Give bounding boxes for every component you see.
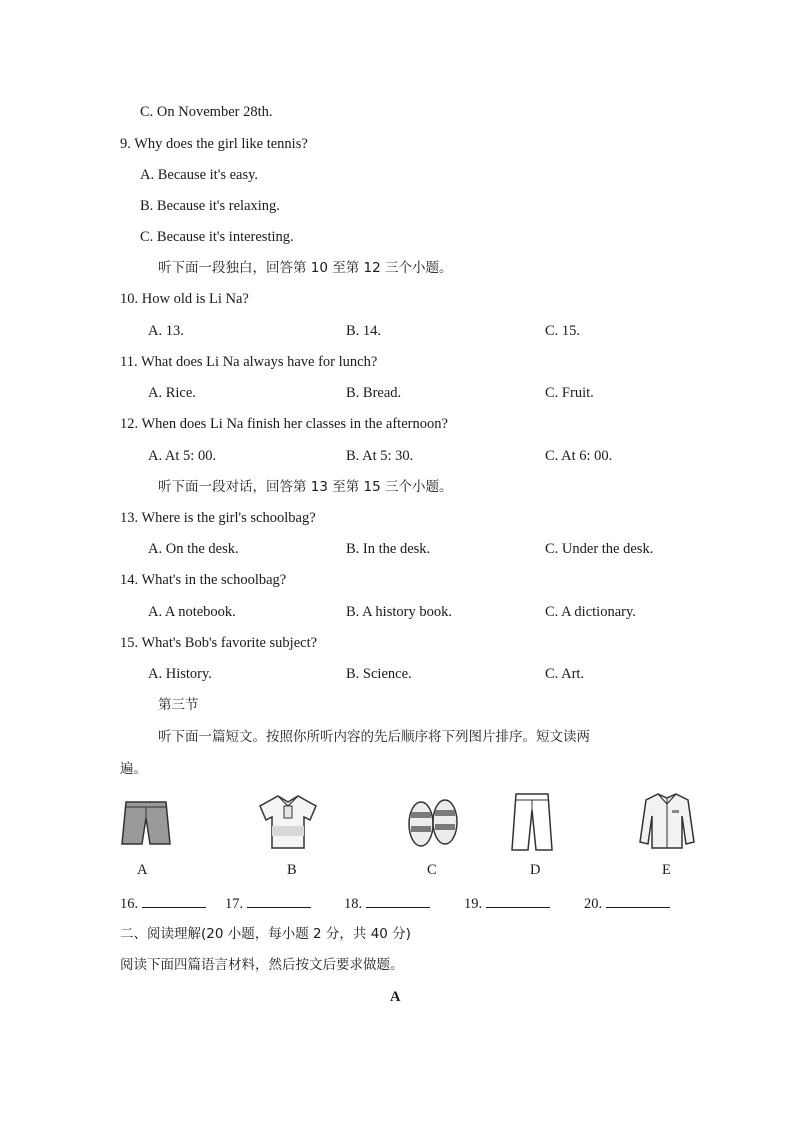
q10-option-c: C. 15. bbox=[545, 323, 581, 339]
picture-label-a: A bbox=[137, 862, 148, 878]
q10-option-a: A. 13. bbox=[148, 323, 184, 339]
answer-blank-19[interactable] bbox=[464, 894, 550, 913]
q11-question: 11. What does Li Na always have for lunch? bbox=[120, 354, 378, 370]
q8-option-c: C. On November 28th. bbox=[140, 104, 273, 120]
q12-question: 12. When does Li Na finish her classes in the afternoon? bbox=[120, 416, 448, 432]
instruction-10-12: 听下面一段独白，回答第 10 至第 12 三个小题。 bbox=[158, 260, 453, 276]
blank-line bbox=[486, 894, 550, 908]
q15-option-a: A. History. bbox=[148, 666, 212, 682]
jacket-icon bbox=[636, 790, 698, 852]
q9-option-a: A. Because it's easy. bbox=[140, 167, 259, 183]
q11-option-b: B. Bread. bbox=[346, 385, 402, 401]
blank-number: 17. bbox=[225, 896, 244, 912]
picture-label-c: C bbox=[427, 862, 437, 878]
part2-title: 二、阅读理解(20 小题，每小题 2 分，共 40 分) bbox=[120, 926, 411, 942]
q9-option-c: C. Because it's interesting. bbox=[140, 229, 294, 245]
answer-blank-16[interactable] bbox=[120, 894, 206, 913]
blank-line bbox=[247, 894, 311, 908]
q9-question: 9. Why does the girl like tennis? bbox=[120, 136, 308, 152]
answer-blank-17[interactable] bbox=[225, 894, 311, 913]
q14-question: 14. What's in the schoolbag? bbox=[120, 572, 287, 588]
q14-option-b: B. A history book. bbox=[346, 604, 452, 620]
picture-label-d: D bbox=[530, 862, 541, 878]
q15-question: 15. What's Bob's favorite subject? bbox=[120, 635, 318, 651]
q11-option-a: A. Rice. bbox=[148, 385, 196, 401]
q12-option-a: A. At 5: 00. bbox=[148, 448, 217, 464]
q15-option-b: B. Science. bbox=[346, 666, 412, 682]
blank-number: 16. bbox=[120, 896, 139, 912]
section3-title: 第三节 bbox=[158, 697, 199, 713]
q13-option-b: B. In the desk. bbox=[346, 541, 431, 557]
q10-question: 10. How old is Li Na? bbox=[120, 291, 249, 307]
answer-blank-20[interactable] bbox=[584, 894, 670, 913]
blank-line bbox=[606, 894, 670, 908]
sandals-icon bbox=[404, 794, 462, 850]
blank-number: 18. bbox=[344, 896, 363, 912]
instruction-13-15: 听下面一段对话，回答第 13 至第 15 三个小题。 bbox=[158, 479, 453, 495]
section3-instruction-line1: 听下面一篇短文。按照你所听内容的先后顺序将下列图片排序。短文读两 bbox=[158, 729, 590, 745]
q15-option-c: C. Art. bbox=[545, 666, 585, 682]
answer-blank-18[interactable] bbox=[344, 894, 430, 913]
q12-option-c: C. At 6: 00. bbox=[545, 448, 613, 464]
q14-option-c: C. A dictionary. bbox=[545, 604, 636, 620]
q13-option-a: A. On the desk. bbox=[148, 541, 239, 557]
picture-label-e: E bbox=[662, 862, 671, 878]
blank-number: 19. bbox=[464, 896, 483, 912]
q14-option-a: A. A notebook. bbox=[148, 604, 236, 620]
q10-option-b: B. 14. bbox=[346, 323, 382, 339]
picture-label-b: B bbox=[287, 862, 297, 878]
part2-instruction: 阅读下面四篇语言材料，然后按文后要求做题。 bbox=[120, 957, 404, 973]
blank-line bbox=[366, 894, 430, 908]
q11-option-c: C. Fruit. bbox=[545, 385, 594, 401]
blank-line bbox=[142, 894, 206, 908]
q13-question: 13. Where is the girl's schoolbag? bbox=[120, 510, 316, 526]
q13-option-c: C. Under the desk. bbox=[545, 541, 654, 557]
trousers-icon bbox=[510, 790, 554, 852]
q9-option-b: B. Because it's relaxing. bbox=[140, 198, 280, 214]
section3-instruction-line2: 遍。 bbox=[120, 761, 147, 777]
blank-number: 20. bbox=[584, 896, 603, 912]
passage-label-a: A bbox=[390, 989, 401, 1005]
q12-option-b: B. At 5: 30. bbox=[346, 448, 414, 464]
polo-shirt-icon bbox=[256, 792, 320, 852]
shorts-icon bbox=[118, 796, 174, 852]
